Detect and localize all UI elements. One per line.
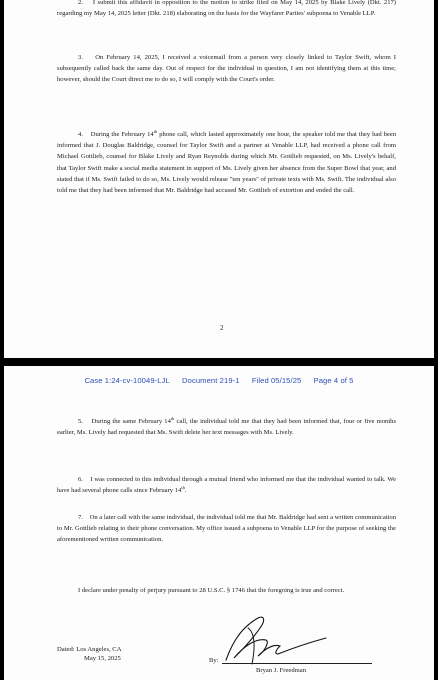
paragraph-7 — [57, 512, 396, 546]
superscript: th — [153, 128, 158, 134]
paragraph-text: On a later call with the same individual, the individual told me that Mr. Baldridge had sent a written communication to Mr. Gottlieb relating to their phone conversation. My office issued a subpoena to Venable LLP for the purpose of seeking the aforementioned written communication. — [57, 514, 397, 544]
signature — [214, 608, 334, 668]
paragraph-text: . — [184, 487, 187, 495]
declaration-text: I declare under penalty of perjury pursuant to 28 U.S.C. § 1746 that the foregoing is true and correct. — [78, 587, 345, 594]
paragraph-text: I was connected to this individual through a mutual friend who informed me that the individual wanted to talk. We have had several phone calls since February 14 — [57, 476, 397, 495]
paragraph-text: During the same February 14 — [91, 418, 171, 425]
dated-line-2: May 15, 2025 — [84, 655, 121, 662]
filed-date: Filed 05/15/25 — [251, 376, 302, 385]
ecf-header — [4, 376, 434, 385]
paragraph-text: On February 14, 2025, I received a voicemail from a person very closely linked to Taylor Swift, whom I subsequently called back the same day. Out of respect for the individual in question, I am not identifying them at this time; however, should the Court direct me to do so, I will comply with the Court's order. — [57, 54, 396, 84]
declaration — [57, 585, 396, 596]
paragraph-number: 7. — [78, 514, 83, 521]
paragraph-4 — [57, 129, 396, 196]
document-number: Document 219-1 — [182, 376, 240, 385]
paragraph-text: phone call, which lasted approximately one hour, the speaker told me that they had been informed that J. Douglas Baldridge, counsel for Taylor Swift and a partner at Venable LLP, had received a phone call from Michael Gottlieb, counsel for Blake Lively and Ryan Reynolds during which Mr. Gottlieb requested, on Ms. Lively's behalf, that Taylor Swift make a social media statement in support of Ms. Lively given her absence from the Super Bowl that year, and stated that if Ms. Swift failed to do so, Ms. Lively would release "ten years" of private texts with Ms. Swift. The individual also told me that they had been informed that Mr. Baldridge had accused Mr. Gottlieb of extortion and ended the call. — [57, 131, 397, 195]
dated-line-1: Dated: Los Angeles, CA — [57, 646, 122, 653]
by-label: By: — [209, 657, 219, 664]
paragraph-number: 4. — [78, 131, 83, 138]
case-number: Case 1:24-cv-10049-LJL — [84, 376, 170, 385]
signature-line — [222, 663, 372, 664]
paragraph-text: I submit this affidavit in opposition to the motion to strike filed on May 14, 2025 by Blake Lively (Dkt. 217) regarding my May 14, 2025 letter (Dkt. 218) elaborating on the basis for the Wayfarer Parties' subpoena to Venable LLP. — [57, 0, 396, 18]
paragraph-number: 6. — [78, 476, 83, 483]
paragraph-text: During the February 14 — [90, 131, 154, 138]
paragraph-6 — [57, 474, 396, 496]
paragraph-number: 2. — [78, 0, 83, 6]
paragraph-number: 5. — [78, 418, 83, 425]
superscript: th — [170, 415, 175, 421]
paragraph-2 — [57, 0, 396, 19]
paragraph-text: call, the individual told me that they had been informed that, four or five months earlier, Ms. Lively had requested that Ms. Swift delete her text messages with Ms. Lively. — [57, 418, 397, 437]
superscript: th — [181, 485, 185, 491]
document-page-lower — [4, 366, 434, 680]
page-number: 2 — [220, 324, 224, 332]
paragraph-3 — [57, 52, 396, 86]
paragraph-5 — [57, 416, 396, 438]
page-indicator: Page 4 of 5 — [313, 376, 354, 385]
signer-name: Bryan J. Freedman — [256, 667, 306, 674]
document-page-upper — [4, 0, 434, 358]
paragraph-number: 3. — [78, 54, 83, 61]
